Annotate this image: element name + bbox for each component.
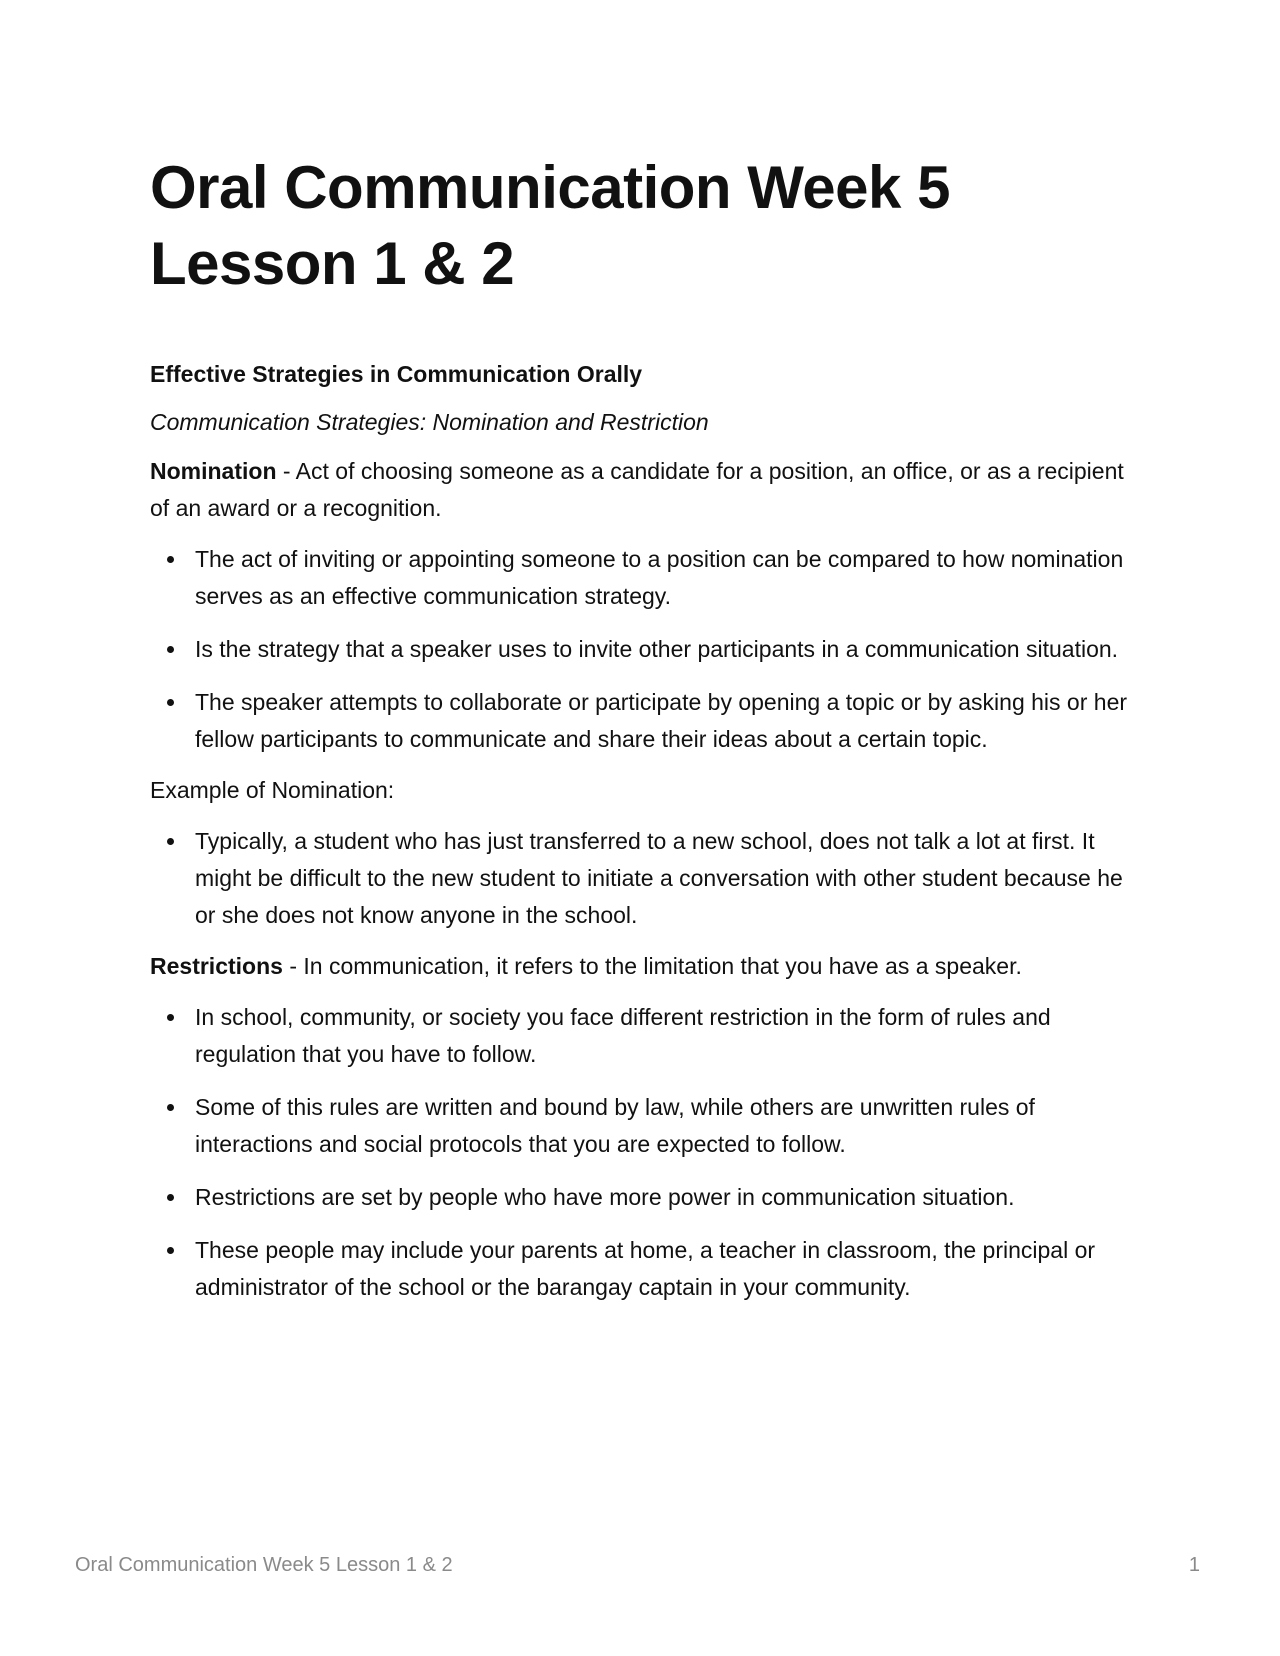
page-number: 1 bbox=[1188, 1554, 1200, 1576]
section-subheading: Effective Strategies in Communication Orally bbox=[150, 361, 643, 387]
list-item bbox=[150, 684, 1130, 758]
nomination-bullet-list bbox=[150, 541, 1130, 758]
example-label: Example of Nomination: bbox=[150, 777, 395, 803]
restrictions-definition-text: - In communication, it refers to the limitation that you have as a speaker. bbox=[282, 953, 1022, 979]
bullet-dot-icon bbox=[167, 556, 174, 563]
restrictions-definition bbox=[150, 948, 1130, 985]
bullet-dot-icon bbox=[167, 1014, 174, 1021]
list-item bbox=[150, 1179, 1130, 1216]
list-item bbox=[150, 1089, 1130, 1163]
list-item-text: Restrictions are set by people who have more power in communication situation. bbox=[195, 1184, 1015, 1210]
nomination-term: Nomination bbox=[150, 458, 277, 484]
list-item-text: In school, community, or society you face different restriction in the form of rules and regulation that you have to follow. bbox=[195, 1004, 1051, 1067]
strategies-caption: Communication Strategies: Nomination and Restriction bbox=[150, 409, 709, 435]
list-item-text: The act of inviting or appointing someone to a position can be compared to how nomination serves as an effective communication strategy. bbox=[195, 546, 1124, 609]
list-item bbox=[150, 823, 1130, 934]
list-item bbox=[150, 541, 1130, 615]
document-page bbox=[150, 150, 1130, 1320]
list-item-text: Is the strategy that a speaker uses to invite other participants in a communication situation. bbox=[195, 636, 1119, 662]
example-bullet-list bbox=[150, 823, 1130, 934]
bullet-dot-icon bbox=[167, 699, 174, 706]
bullet-dot-icon bbox=[167, 838, 174, 845]
list-item bbox=[150, 1232, 1130, 1306]
list-item bbox=[150, 999, 1130, 1073]
bullet-dot-icon bbox=[167, 646, 174, 653]
restrictions-term: Restrictions bbox=[150, 953, 283, 979]
page-title: Oral Communication Week 5 Lesson 1 & 2 bbox=[150, 154, 950, 297]
list-item bbox=[150, 631, 1130, 668]
list-item-text: These people may include your parents at home, a teacher in classroom, the principal or administrator of the school or the barangay captain in your community. bbox=[195, 1237, 1096, 1300]
restrictions-bullet-list bbox=[150, 999, 1130, 1306]
bullet-dot-icon bbox=[167, 1194, 174, 1201]
bullet-dot-icon bbox=[167, 1247, 174, 1254]
list-item-text: The speaker attempts to collaborate or participate by opening a topic or by asking his or her fellow participants to communicate and share their ideas about a certain topic. bbox=[195, 689, 1128, 752]
footer-title: Oral Communication Week 5 Lesson 1 & 2 bbox=[75, 1554, 453, 1576]
list-item-text: Some of this rules are written and bound by law, while others are unwritten rules of interactions and social protocols that you are expected to follow. bbox=[195, 1094, 1035, 1157]
list-item-text: Typically, a student who has just transferred to a new school, does not talk a lot at first. It might be difficult to the new student to initiate a conversation with other student because he or she does not know anyone in the school. bbox=[195, 828, 1123, 928]
nomination-definition-text: - Act of choosing someone as a candidate for a position, an office, or as a recipient of an award or a recognition. bbox=[150, 458, 1124, 521]
nomination-definition bbox=[150, 453, 1130, 527]
bullet-dot-icon bbox=[167, 1104, 174, 1111]
